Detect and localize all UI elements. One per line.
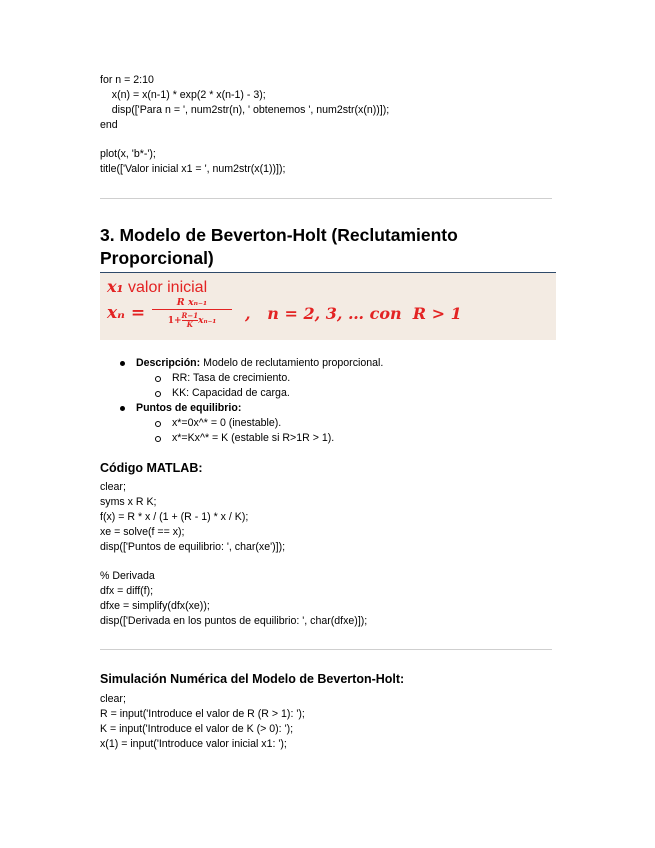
code-line: disp(['Derivada en los puntos de equilibrio: ', char(dfxe)]);	[100, 615, 368, 627]
formula-denominator	[152, 312, 232, 329]
formula-label-text: valor inicial	[123, 279, 208, 296]
code-line: clear;	[100, 693, 126, 705]
code-line: disp(['Para n = ', num2str(n), ' obtenemos ', num2str(x(n))]);	[100, 104, 390, 116]
sub-bullet: x*=0x^* = 0 (inestable).	[172, 417, 282, 429]
code-line: R = input('Introduce el valor de R (R > 1): ');	[100, 708, 305, 720]
formula-den-frac-bottom: K	[186, 320, 193, 329]
bullet-circle	[155, 436, 161, 442]
formula-den-tail: xₙ₋₁	[198, 316, 217, 326]
sub-bullet: RR: Tasa de crecimiento.	[172, 372, 291, 384]
code-line: dfxe = simplify(dfx(xe));	[100, 600, 210, 612]
code-line: % Derivada	[100, 570, 155, 582]
formula-fraction	[152, 297, 232, 329]
code-line: dfx = diff(f);	[100, 585, 154, 597]
bullet-label: Descripción:	[136, 357, 201, 369]
matlab-heading: Código MATLAB:	[100, 461, 203, 475]
bullet-equilibrium: Puntos de equilibrio:	[136, 402, 242, 414]
formula-den-fraction	[182, 312, 199, 329]
formula-condition: , n = 2, 3, … con R > 1	[245, 304, 462, 323]
simulation-heading: Simulación Numérica del Modelo de Beverton-Holt:	[100, 672, 405, 686]
formula-lhs: xₙ =	[107, 303, 146, 323]
formula-image	[100, 272, 556, 340]
code-line: disp(['Puntos de equilibrio: ', char(xe')]);	[100, 541, 286, 553]
code-line: plot(x, 'b*-');	[100, 148, 156, 160]
code-line: title(['Valor inicial x1 = ', num2str(x(1))]);	[100, 163, 286, 175]
formula-label	[107, 277, 207, 297]
bullet-circle	[155, 376, 161, 382]
horizontal-divider	[100, 198, 552, 199]
code-line: for n = 2:10	[100, 74, 154, 86]
sub-bullet: x*=Kx^* = K (estable si R>1R > 1).	[172, 432, 335, 444]
formula-den-lead: 1+	[167, 316, 182, 326]
formula-numerator: R xₙ₋₁	[152, 297, 232, 310]
horizontal-divider	[100, 649, 552, 650]
code-line: clear;	[100, 481, 126, 493]
code-line: K = input('Introduce el valor de K (> 0): ');	[100, 723, 294, 735]
bullet-description	[136, 356, 383, 370]
code-line: f(x) = R * x / (1 + (R - 1) * x / K);	[100, 511, 249, 523]
formula-den-frac-top: R−1	[181, 311, 199, 320]
code-line: end	[100, 119, 118, 131]
code-line: x(1) = input('Introduce valor inicial x1: ');	[100, 738, 287, 750]
code-line: syms x R K;	[100, 496, 157, 508]
section-heading-continued: Proporcional)	[100, 248, 214, 268]
formula-label-variable: x₁	[107, 277, 124, 296]
code-line: x(n) = x(n-1) * exp(2 * x(n-1) - 3);	[100, 89, 266, 101]
bullet-circle	[155, 391, 161, 397]
sub-bullet: KK: Capacidad de carga.	[172, 387, 290, 399]
bullet-text: Modelo de reclutamiento proporcional.	[200, 357, 384, 369]
bullet-circle	[155, 421, 161, 427]
bullet-disc	[120, 361, 125, 366]
code-line: xe = solve(f == x);	[100, 526, 185, 538]
section-heading: 3. Modelo de Beverton-Holt (Reclutamiento	[100, 225, 458, 245]
bullet-disc	[120, 406, 125, 411]
